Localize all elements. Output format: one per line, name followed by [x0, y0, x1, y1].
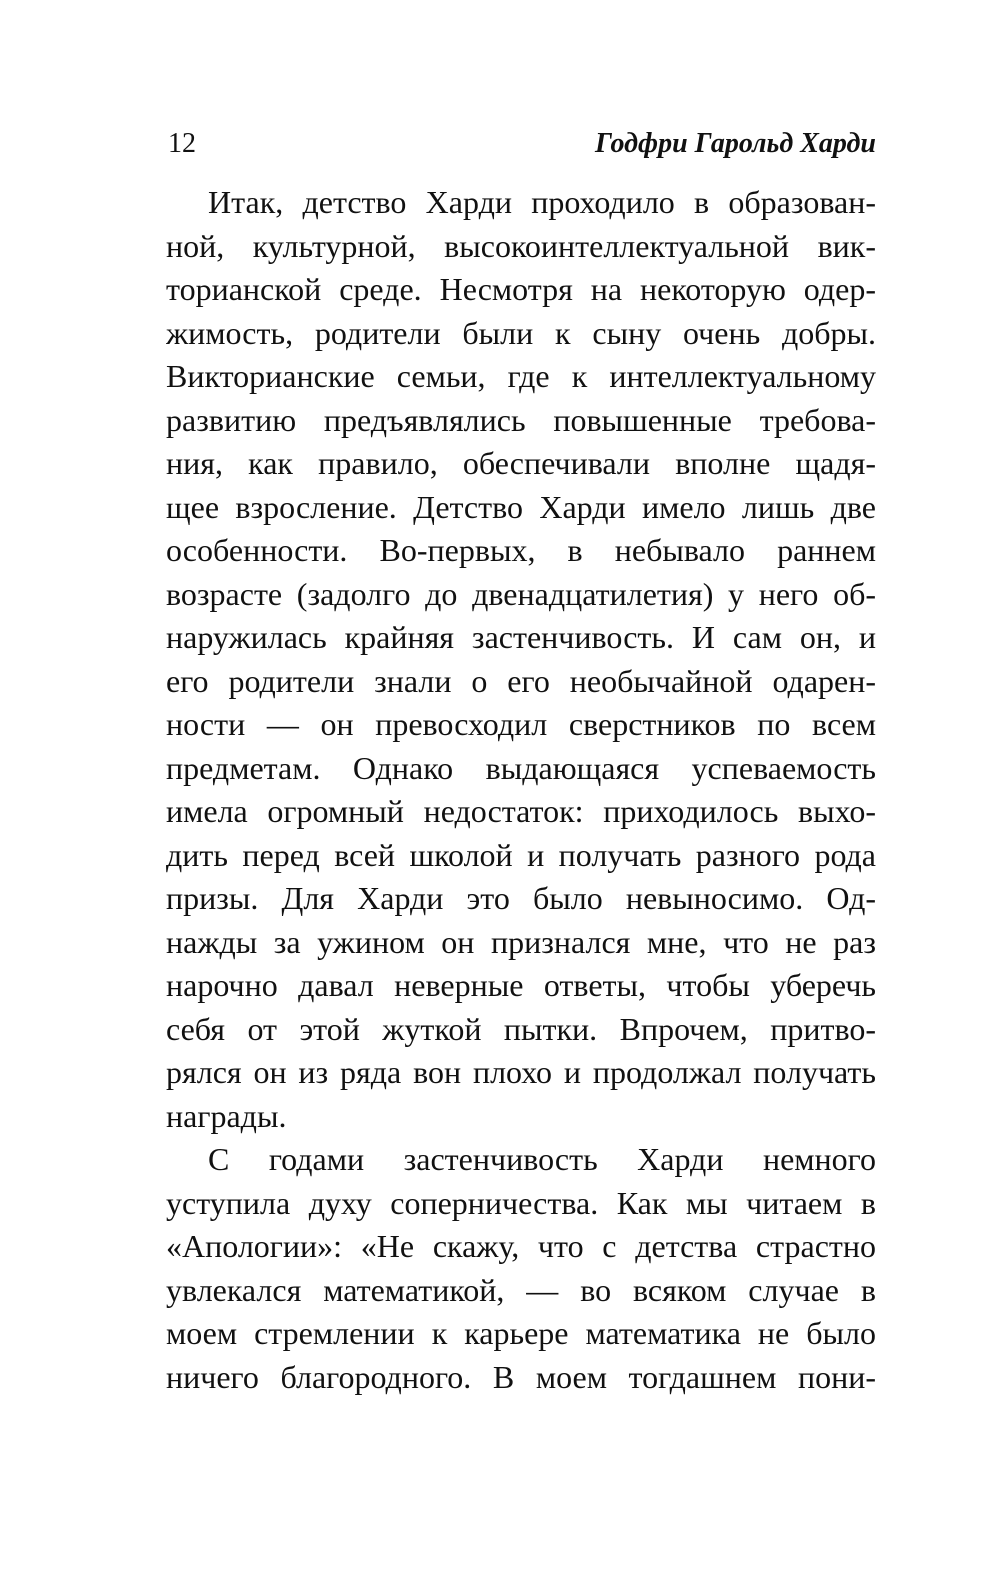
text-line: рялся он из ряда вон плохо и продолжал получать [166, 1054, 876, 1090]
text-line: дить перед всей школой и получать разного рода [166, 836, 876, 873]
running-title: Годфри Гарольд Харди [595, 128, 876, 159]
text-line: жимость, родители были к сыну очень добры. [166, 314, 876, 351]
text-line: особенности. Во-первых, в небывало раннем [166, 532, 876, 568]
text-line: торианской среде. Несмотря на некоторую одер- [166, 271, 876, 307]
page-number: 12 [168, 128, 196, 159]
paragraph-1 [166, 181, 876, 1138]
text-line: себя от этой жуткой пытки. Впрочем, притво- [166, 1010, 876, 1047]
text-line: увлекался математикой, — во всяком случае в [166, 1271, 876, 1308]
text-line: Викторианские семьи, где к интеллектуальному [166, 358, 876, 394]
text-line: его родители знали о его необычайной одарен- [166, 662, 876, 699]
text-line: развитию предъявлялись повышенные требова- [166, 401, 876, 438]
text-line: ности — он превосходил сверстников по всем [166, 706, 876, 742]
text-line: нарочно давал неверные ответы, чтобы уберечь [166, 967, 876, 1003]
text-line: ничего благородного. В моем тогдашнем пони- [166, 1358, 876, 1395]
running-head [168, 126, 876, 166]
body-text [166, 181, 876, 1399]
text-line: Итак, детство Харди проходило в образован- [208, 184, 876, 220]
text-line: возрасте (задолго до двенадцатилетия) у него об- [166, 575, 876, 612]
text-line: наружилась крайняя застенчивость. И сам он, и [166, 619, 876, 655]
text-line: нажды за ужином он признался мне, что не раз [166, 923, 876, 960]
text-line: щее взросление. Детство Харди имело лишь две [166, 488, 876, 525]
text-line: ной, культурной, высокоинтеллектуальной вик- [166, 227, 876, 264]
text-line: ния, как правило, обеспечивали вполне щадя- [166, 445, 876, 481]
paragraph-2 [166, 1138, 876, 1399]
text-line: С годами застенчивость Харди немного [208, 1141, 876, 1177]
text-line: награды. [166, 1097, 287, 1134]
text-line: «Апологии»: «Не скажу, что с детства страстно [166, 1228, 876, 1264]
text-line: предметам. Однако выдающаяся успеваемость [166, 749, 876, 786]
text-line: призы. Для Харди это было невыносимо. Од- [166, 880, 876, 916]
text-line: имела огромный недостаток: приходилось выхо- [166, 793, 876, 829]
text-line: моем стремлении к карьере математика не было [166, 1315, 876, 1351]
text-line: уступила духу соперничества. Как мы читаем в [166, 1184, 876, 1221]
